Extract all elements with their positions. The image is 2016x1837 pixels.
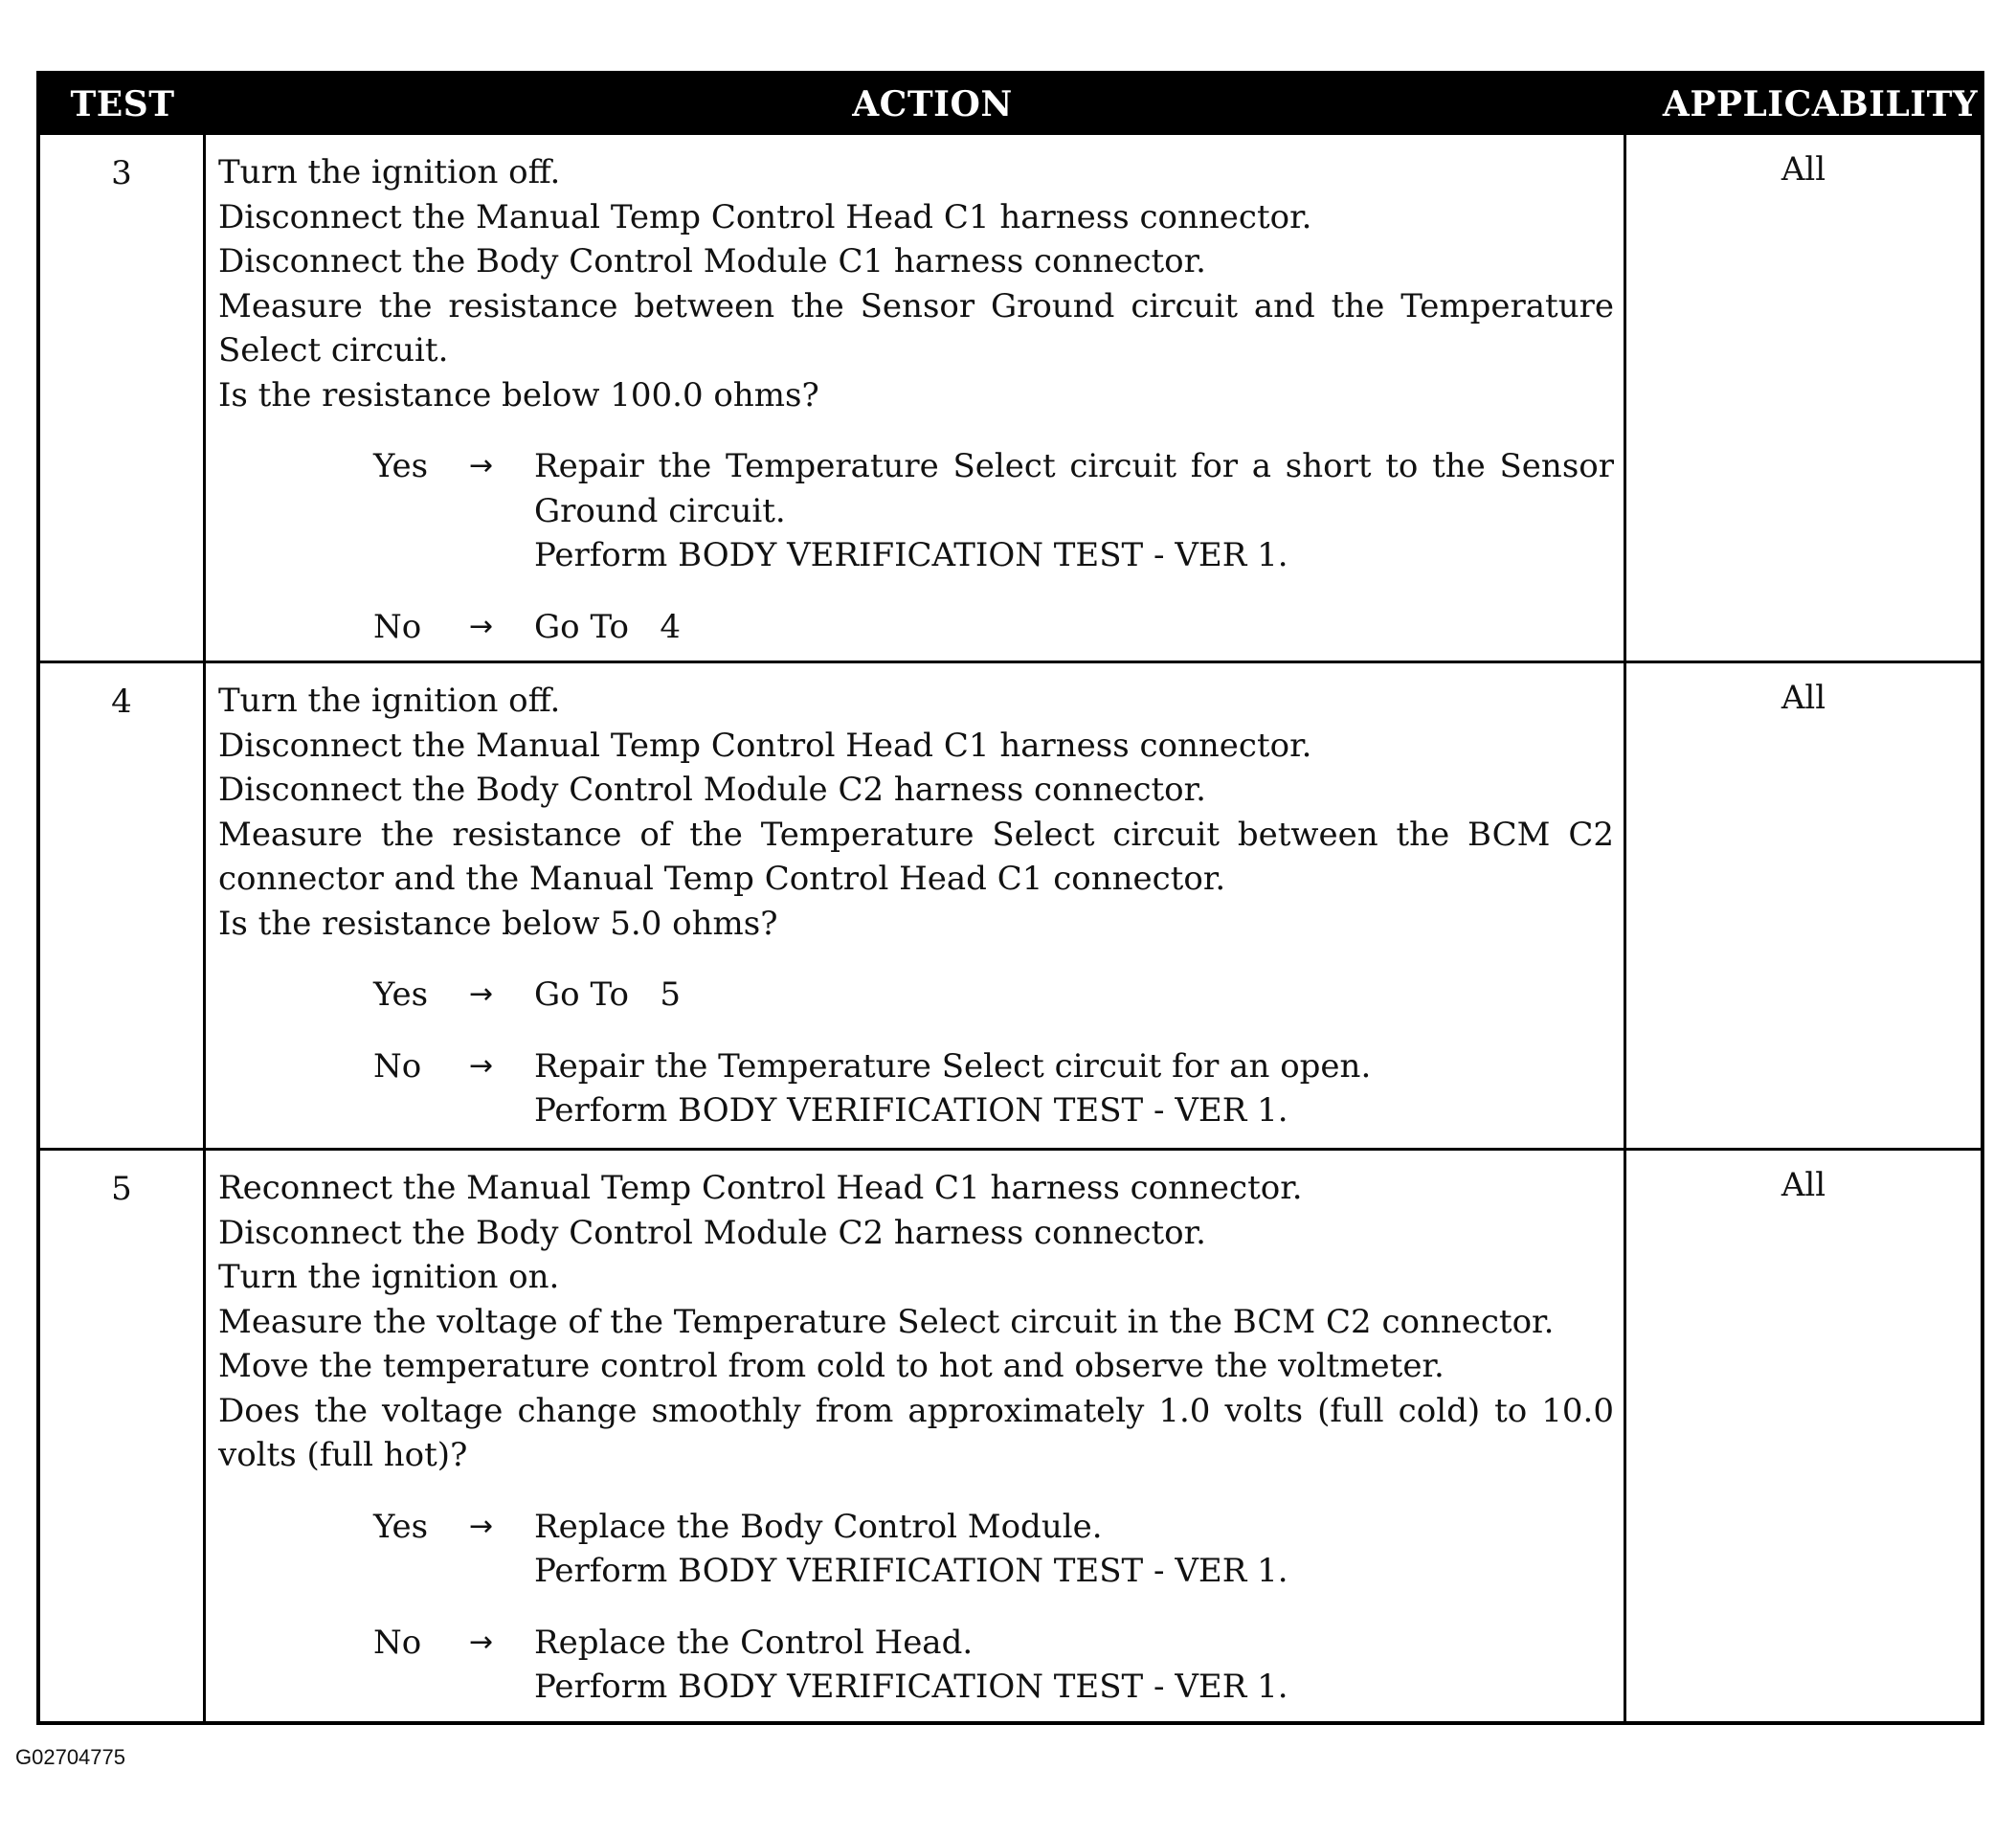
applicability-cell: All: [1781, 679, 1826, 717]
yes-outcome: [534, 444, 1614, 578]
action-step: Measure the voltage of the Temperature Select circuit in the BCM C2 connector.: [218, 1302, 1555, 1341]
header-applicability: APPLICABILITY: [1662, 84, 1979, 124]
action-step: Reconnect the Manual Temp Control Head C1 harness connector.: [218, 1169, 1303, 1207]
table-row-test-3: [40, 135, 1981, 663]
table-row-test-4: [40, 663, 1981, 1151]
action-step: Measure the resistance of the Temperature Select circuit between the BCM C2 connector and the Manual Temp Control Head C1 connector.: [218, 815, 1614, 898]
action-step: Disconnect the Body Control Module C1 harness connector.: [218, 242, 1206, 280]
no-branch: [218, 605, 1614, 650]
action-step: Disconnect the Body Control Module C2 harness connector.: [218, 1213, 1206, 1252]
action-step: Is the resistance below 100.0 ohms?: [218, 375, 819, 414]
outcome-line: Replace the Body Control Module.: [534, 1507, 1103, 1546]
yes-label: Yes: [373, 447, 429, 485]
right-arrow-icon: →: [469, 449, 494, 482]
yes-outcome: [534, 973, 1614, 1018]
action-step: Move the temperature control from cold to hot and observe the voltmeter.: [218, 1347, 1445, 1385]
action-step: Turn the ignition off.: [218, 153, 561, 191]
right-arrow-icon: →: [469, 1048, 494, 1083]
no-outcome: [534, 605, 1614, 650]
no-branch: [218, 1621, 1614, 1710]
right-arrow-icon: →: [469, 1624, 494, 1659]
no-label: No: [373, 1623, 422, 1662]
right-arrow-icon: →: [469, 609, 494, 643]
yes-label: Yes: [373, 1507, 429, 1546]
outcome-line: Perform BODY VERIFICATION TEST - VER 1.: [534, 536, 1288, 574]
header-action: ACTION: [852, 84, 1013, 124]
action-step: Is the resistance below 5.0 ohms?: [218, 904, 778, 943]
action-step: Measure the resistance between the Sensor Ground circuit and the Temperature Select circuit.: [218, 286, 1614, 370]
diagnostic-test-table: [36, 71, 1984, 1725]
table-header: [40, 75, 1981, 135]
outcome-line: Perform BODY VERIFICATION TEST - VER 1.: [534, 1668, 1288, 1706]
test-number: 4: [111, 683, 132, 721]
outcome-line: Go To 5: [534, 975, 681, 1014]
applicability-cell: All: [1781, 1166, 1826, 1204]
action-step: Disconnect the Manual Temp Control Head C1 harness connector.: [218, 726, 1312, 765]
figure-id: G02704775: [15, 1745, 125, 1769]
action-cell: [218, 150, 1614, 649]
test-number: 5: [111, 1170, 132, 1208]
outcome-line: Repair the Temperature Select circuit for an open.: [534, 1046, 1372, 1086]
applicability-cell: All: [1781, 150, 1826, 189]
action-step: Turn the ignition on.: [218, 1258, 560, 1296]
action-cell: [218, 679, 1614, 1133]
no-outcome: [534, 1044, 1614, 1133]
header-test: TEST: [70, 84, 175, 124]
action-step: Turn the ignition off.: [218, 682, 561, 720]
action-step: Disconnect the Manual Temp Control Head C1 harness connector.: [218, 197, 1312, 236]
yes-outcome: [534, 1505, 1614, 1594]
no-label: No: [373, 607, 422, 646]
test-number: 3: [111, 154, 132, 192]
right-arrow-icon: →: [469, 1509, 494, 1543]
table-row-test-5: [40, 1151, 1981, 1721]
action-step: Does the voltage change smoothly from approximately 1.0 volts (full cold) to 10.0 volts (full hot)?: [218, 1391, 1614, 1474]
no-label: No: [373, 1046, 422, 1086]
yes-branch: [218, 973, 1614, 1018]
outcome-line: Repair the Temperature Select circuit for a short to the Sensor Ground circuit.: [534, 447, 1614, 530]
yes-branch: [218, 1505, 1614, 1594]
outcome-line: Go To 4: [534, 607, 681, 646]
yes-branch: [218, 444, 1614, 578]
outcome-line: Replace the Control Head.: [534, 1623, 974, 1662]
action-step: Disconnect the Body Control Module C2 harness connector.: [218, 771, 1206, 809]
outcome-line: Perform BODY VERIFICATION TEST - VER 1.: [534, 1552, 1288, 1590]
yes-label: Yes: [373, 975, 429, 1014]
right-arrow-icon: →: [469, 977, 494, 1011]
no-outcome: [534, 1621, 1614, 1710]
outcome-line: Perform BODY VERIFICATION TEST - VER 1.: [534, 1091, 1288, 1130]
action-cell: [218, 1166, 1614, 1710]
no-branch: [218, 1044, 1614, 1133]
